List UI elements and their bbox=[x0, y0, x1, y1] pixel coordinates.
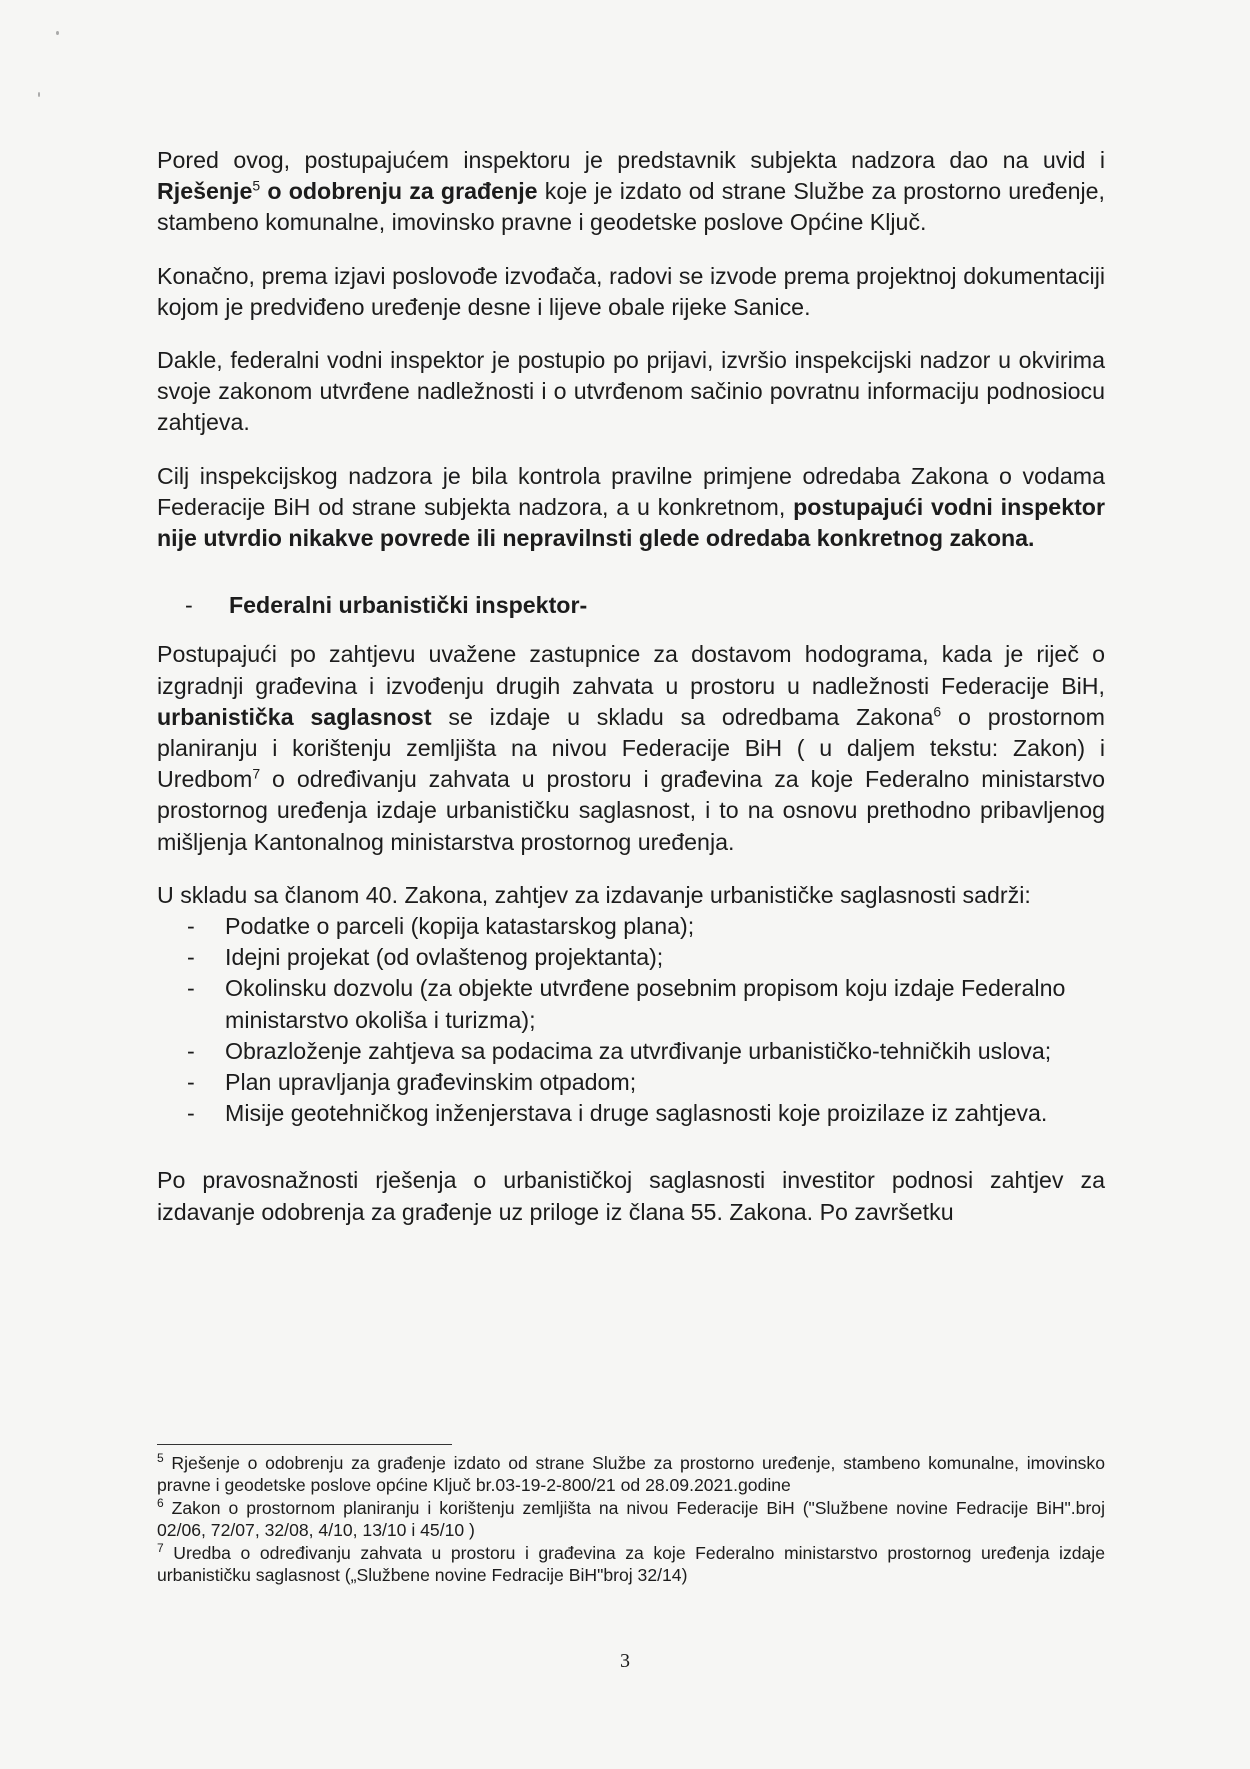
list-item: - Podatke o parceli (kopija katastarskog plana); bbox=[187, 913, 695, 940]
paragraph-1: Pored ovog, postupajućem inspektoru je predstavnik subjekta nadzora dao na uvid i Rješenje$^5$ o odobrenju za građenje koje je izdato od strane Službe za prostorno uređenje, stambeno komunalne, imovinsko pravne i geodetske poslove Općine Ključ. bbox=[157, 147, 1105, 236]
footnote-ref-6: 6 bbox=[933, 703, 942, 720]
heading-label: Federalni urbanistički inspektor- bbox=[229, 592, 588, 619]
requirements-list bbox=[157, 911, 1105, 1129]
paragraph-7: Po pravosnažnosti rješenja o urbanističkoj saglasnosti investitor podnosi zahtjev za izdavanje odobrenja za građenje uz priloge iz člana 55. Zakona. Po završetku bbox=[157, 1167, 1105, 1225]
bold-resenje: Rješenje bbox=[157, 178, 253, 205]
page-number: 3 bbox=[620, 1650, 630, 1672]
footnote-6: $^6$ Zakon o prostornom planiranju i korištenju zemljišta na nivou Federacije BiH ("Službene novine Fedracije BiH".broj 02/06, 72/07, 32/08, 4/10, 13/10 i 45/10 ) bbox=[157, 1495, 1106, 1541]
body-text bbox=[157, 145, 1105, 1250]
footnotes bbox=[157, 1452, 1105, 1586]
list-item: - Obrazloženje zahtjeva sa podacima za utvrđivanje urbanističko-tehničkih uslova; bbox=[187, 1037, 1052, 1064]
paragraph-2: Konačno, prema izjavi poslovođe izvođača, radovi se izvode prema projektnoj dokumentaciji kojom je predviđeno uređenje desne i lijeve obale rijeke Sanice. bbox=[157, 262, 1105, 320]
list-item: - Idejni projekat (od ovlaštenog projektanta); bbox=[187, 944, 664, 971]
scan-speck bbox=[56, 31, 59, 35]
paragraph-4: Cilj inspekcijskog nadzora je bila kontrola pravilne primjene odredaba Zakona o vodama Federacije BiH od strane subjekta nadzora, a u konkretnom, postupajući vodni inspektor nije utvrdio nikakve povrede ili nepravilnsti glede odredaba konkretnog zakona. bbox=[157, 462, 1105, 552]
paragraph-3: Dakle, federalni vodni inspektor je postupio po prijavi, izvršio inspekcijski nadzor u okvirima svoje zakonom utvrđene nadležnosti i o utvrđenom sačinio povratnu informaciju podnosiocu zahtjeva. bbox=[157, 347, 1105, 436]
footnote-ref-5: 5 bbox=[252, 177, 261, 194]
scan-speck bbox=[38, 92, 40, 97]
list-item: - Okolinsku dozvolu (za objekte utvrđene posebnim propisom koju izdaje Federalno ministarstvo okoliša i turizma); bbox=[187, 975, 1066, 1033]
bold-urbanisticka: urbanistička saglasnost bbox=[157, 703, 432, 730]
bold-conclusion: postupajući vodni inspektor nije utvrdio nikakve povrede ili nepravilnsti glede odredaba konkretnog zakona. bbox=[157, 493, 1105, 552]
section-heading bbox=[157, 590, 1105, 621]
heading-dash: - bbox=[185, 592, 193, 619]
footnote-5: $^5$ Rješenje o odobrenju za građenje izdato od strane Službe za prostorno uređenje, stambeno komunalne, imovinsko pravne i geodetske poslove općine Ključ br.03-19-2-800/21 od 28.09.2021.godine bbox=[157, 1451, 1105, 1496]
bold-odobrenje: o odobrenju za građenje bbox=[260, 178, 538, 205]
list-item: - Misije geotehničkog inženjerstava i druge saglasnosti koje proizilaze iz zahtjeva. bbox=[187, 1100, 1048, 1127]
footnote-7: $^7$ Uredba o određivanju zahvata u prostoru i građevina za koje Federalno ministarstvo prostornog uređenja izdaje urbanističku saglasnost („Službene novine Fedracije BiH"broj 32/14) bbox=[157, 1540, 1106, 1586]
footnote-ref-7: 7 bbox=[252, 765, 261, 782]
list-item: - Plan upravljanja građevinskim otpadom; bbox=[187, 1069, 637, 1096]
paragraph-5: Postupajući po zahtjevu uvažene zastupnice za dostavom hodograma, kada je riječ o izgradnji građevina i izvođenju drugih zahvata u prostoru u nadležnosti Federacije BiH, urbanistička saglasnost se izdaje u skladu sa odredbama Zakona$^6$ o prostornom planiranju i korištenju zemljišta na nivou Federacije BiH ( u daljem tekstu: Zakon) i Uredbom$^7$ o određivanju zahvata u prostoru i građevina za koje Federalno ministarstvo prostornog uređenja izdaje urbanističku saglasnost, i to na osnovu prethodno pribavljenog mišljenja Kantonalnog ministarstva prostornog uređenja. bbox=[157, 641, 1106, 855]
footnote-separator bbox=[157, 1444, 452, 1445]
paragraph-6: U skladu sa članom 40. Zakona, zahtjev za izdavanje urbanističke saglasnosti sadrži: bbox=[157, 881, 1031, 908]
